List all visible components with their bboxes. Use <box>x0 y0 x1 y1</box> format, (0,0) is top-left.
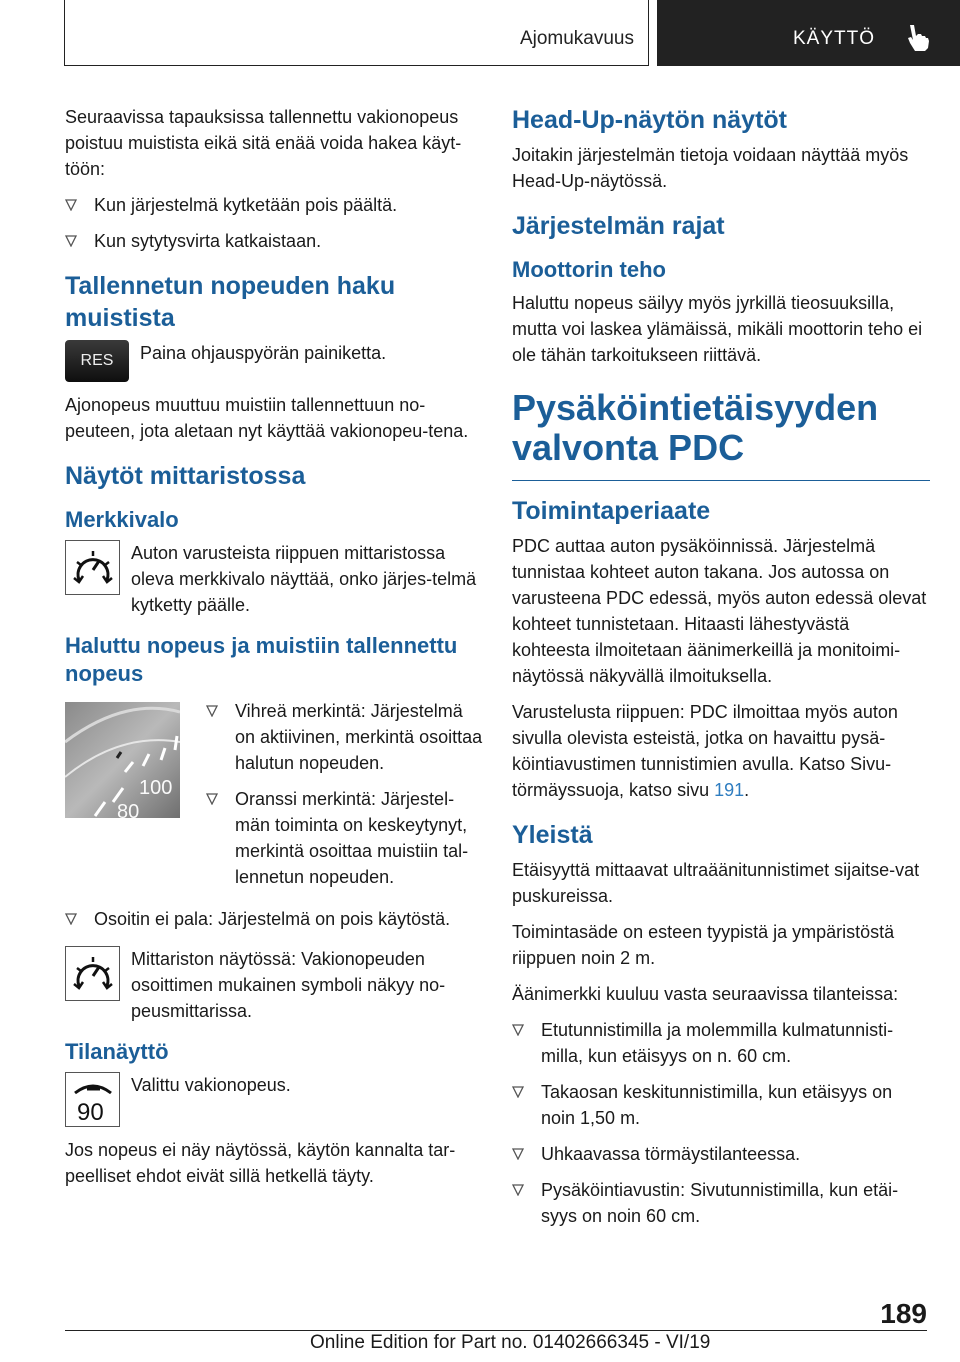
equipment-paragraph: Varustelusta riippuen: PDC ilmoittaa myös auton sivulla olevista esteistä, jotka on havaittu pysä-köintiavustimen tunnistimien avulla. Katso Sivu-törmäyssuoja, katso sivu 191. <box>512 702 898 800</box>
cluster-symbol-row <box>65 946 483 1024</box>
header-chapter-title: KÄYTTÖ <box>793 28 876 49</box>
triangle-bullet-icon <box>512 1086 524 1098</box>
list-item: Osoitin ei pala: Järjestelmä on pois käytöstä. <box>65 906 483 932</box>
list-item: Vihreä merkintä: Järjestelmä on aktiivinen, merkintä osoittaa halutun nopeuden. <box>206 698 483 776</box>
cruise-control-icon <box>71 548 115 588</box>
list-item: Uhkaavassa törmäystilanteessa. <box>512 1141 930 1167</box>
list-item: Oranssi merkintä: Järjestel-män toiminta on keskeytynyt, merkintä osoittaa muistiin tal-lennetun nopeuden. <box>206 786 483 890</box>
hud-paragraph: Joitakin järjestelmän tietoja voidaan näyttää myös Head-Up-näytössä. <box>512 145 909 191</box>
pointing-hand-icon <box>904 22 932 52</box>
heading-divider <box>512 480 930 481</box>
gauge-label-80: 80 <box>117 801 140 818</box>
set-speed-icon <box>70 1077 116 1123</box>
indicator-row <box>65 540 483 618</box>
header-chapter-box <box>657 0 960 66</box>
general-paragraph-1: Etäisyyttä mittaavat ultraäänitunnistimet sijaitse-vat puskureissa. <box>512 860 920 906</box>
cruise-control-icon-box <box>65 946 120 1001</box>
heading-engine-power: Moottorin teho <box>512 257 666 282</box>
heading-indicator-light: Merkkivalo <box>65 507 179 532</box>
cluster-symbol-text: Mittariston näytössä: Vakionopeuden osoittimen mukainen symboli näkyy no-peusmittarissa. <box>131 949 446 1021</box>
status-row <box>65 1072 483 1127</box>
footer-divider <box>65 1330 927 1331</box>
footer-edition: Online Edition for Part no. 01402666345 - VI/19 <box>310 1332 711 1353</box>
general-paragraph-3: Äänimerkki kuuluu vasta seuraavissa tilanteissa: <box>512 984 899 1004</box>
indicator-text: Auton varusteista riippuen mittaristossa oleva merkkivalo näyttää, onko järjes-telmä kytketty päälle. <box>131 543 477 615</box>
heading-general: Yleistä <box>512 821 593 849</box>
triangle-bullet-icon <box>65 235 77 247</box>
heading-system-limits: Järjestelmän rajat <box>512 212 725 240</box>
recall-paragraph: Ajonopeus muuttuu muistiin tallennettuun no-peuteen, jota aletaan nyt käyttää vakionopeu-tena. <box>65 395 469 441</box>
triangle-bullet-icon <box>65 913 77 925</box>
heading-principle: Toimintaperiaate <box>512 497 711 525</box>
intro-bullet-list <box>65 192 483 254</box>
heading-hud: Head-Up-näytön näytöt <box>512 106 787 134</box>
general-bullet-list <box>512 1017 930 1229</box>
speedometer-row <box>65 698 483 900</box>
set-speed-icon-box <box>65 1072 120 1127</box>
triangle-bullet-icon <box>512 1184 524 1196</box>
status-text: Valittu vakionopeus. <box>131 1075 291 1095</box>
triangle-bullet-icon <box>512 1024 524 1036</box>
triangle-bullet-icon <box>65 199 77 211</box>
status-note: Jos nopeus ei näy näytössä, käytön kannalta tar-peelliset ehdot eivät sillä hetkellä täyty. <box>65 1140 456 1186</box>
gauge-bullet-list <box>206 698 483 900</box>
cruise-control-icon <box>71 954 115 994</box>
heading-pdc: Pysäköintietäisyyden valvonta PDC <box>512 387 879 468</box>
engine-paragraph: Haluttu nopeus säilyy myös jyrkillä tieosuuksilla, mutta voi laskea ylämäissä, mikäli moottorin teho ei ole tähän tarkoitukseen riittävä. <box>512 293 923 365</box>
speedometer-image <box>65 702 180 818</box>
heading-desired-speed: Haluttu nopeus ja muistiin tallennettu nopeus <box>65 633 458 686</box>
set-speed-value: 90 <box>76 1098 104 1123</box>
list-item: Kun sytytysvirta katkaistaan. <box>65 228 483 254</box>
left-column <box>65 104 483 1199</box>
gauge-label-100: 100 <box>139 777 173 799</box>
triangle-bullet-icon <box>512 1148 524 1160</box>
page-number: 189 <box>880 1298 927 1329</box>
pointer-bullet-list <box>65 906 483 932</box>
page-reference-link[interactable]: 191 <box>714 780 745 800</box>
header-section-box <box>64 0 649 66</box>
res-button-row <box>65 340 483 382</box>
principle-paragraph: PDC auttaa auton pysäköinnissä. Järjestelmä tunnistaa kohteet auton takana. Jos autossa on varusteena PDC edessä, myös auton edessä olevat kohteet tunnistetaan. Hitaasti lähestyvästä kohteesta ilmoitetaan äänimerkeillä ja monitoimi-näytössä näkyvällä ilmoituksella. <box>512 536 927 686</box>
heading-recall-speed: Tallennetun nopeuden haku muistista <box>65 272 396 332</box>
list-item: Kun järjestelmä kytketään pois päältä. <box>65 192 483 218</box>
header-section-title: Ajomukavuus <box>519 28 634 49</box>
list-item: Etutunnistimilla ja molemmilla kulmatunnisti-milla, kun etäisyys on n. 60 cm. <box>512 1017 930 1069</box>
list-item: Takaosan keskitunnistimilla, kun etäisyys on noin 1,50 m. <box>512 1079 930 1131</box>
right-column <box>512 104 930 1239</box>
general-paragraph-2: Toimintasäde on esteen tyypistä ja ympäristöstä riippuen noin 2 m. <box>512 922 895 968</box>
res-instruction: Paina ohjauspyörän painiketta. <box>140 343 387 363</box>
list-item: Pysäköintiavustin: Sivutunnistimilla, kun etäi-syys on noin 60 cm. <box>512 1177 930 1229</box>
triangle-bullet-icon <box>206 793 218 805</box>
heading-cluster-displays: Näytöt mittaristossa <box>65 462 306 490</box>
intro-paragraph: Seuraavissa tapauksissa tallennettu vakionopeus poistuu muistista eikä sitä enää voida hakea käyt-töön: <box>65 107 462 179</box>
heading-status-display: Tilanäyttö <box>65 1039 169 1064</box>
res-button-icon: RES <box>65 340 129 382</box>
triangle-bullet-icon <box>206 705 218 717</box>
cruise-control-icon-box <box>65 540 120 595</box>
